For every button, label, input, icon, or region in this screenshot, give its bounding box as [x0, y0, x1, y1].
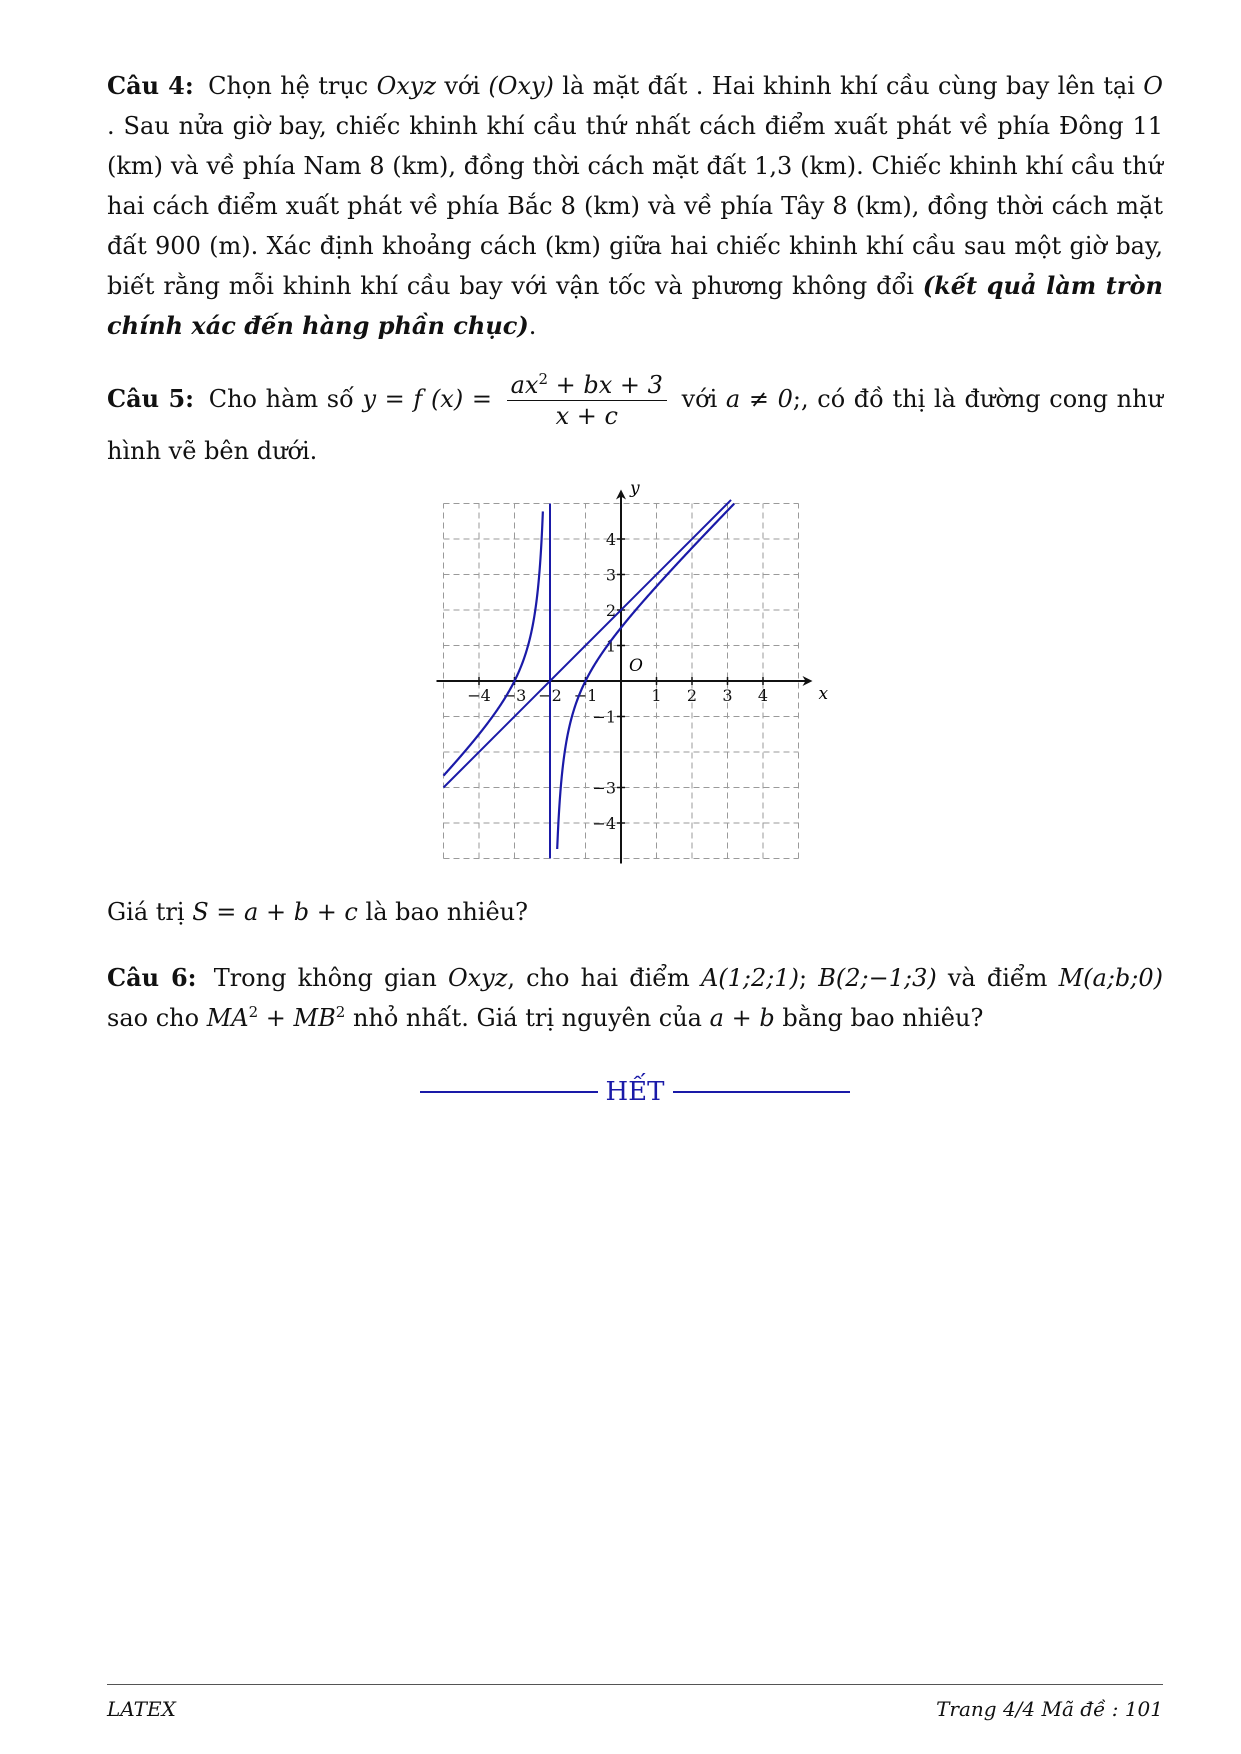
q5-question-expr: S = a + b + c: [192, 898, 358, 926]
q6-text-2: , cho hai điểm: [507, 964, 690, 992]
x-tick-label: −1: [573, 686, 598, 705]
q4-text-2: với: [444, 72, 481, 100]
function-graph: [440, 478, 829, 874]
q6-oxyz: Oxyz: [447, 964, 508, 992]
q6-text-6: nhỏ nhất. Giá trị nguyên của: [352, 1004, 702, 1032]
y-tick-label: −4: [592, 814, 616, 833]
q6-point-a: A(1;2;1): [700, 964, 799, 992]
q4-end: .: [528, 312, 537, 340]
x-tick-label: −4: [467, 686, 491, 705]
end-marker: [420, 1072, 850, 1112]
y-tick-label: −1: [592, 707, 616, 727]
curve-left-branch: [444, 511, 543, 775]
oblique-asymptote: [444, 500, 732, 788]
x-tick-label: 2: [686, 686, 698, 705]
q6-text-4: và điểm: [947, 964, 1048, 992]
y-tick-label: −3: [592, 778, 616, 798]
end-marker-text: HẾT: [605, 1077, 665, 1107]
q6-text-3: ;: [799, 964, 808, 992]
x-tick-label: 4: [757, 686, 769, 705]
question-4: [107, 66, 1163, 346]
q6-expression: $MA^2 + MB^2$: [206, 1003, 346, 1032]
y-tick-label: 2: [605, 601, 616, 620]
q6-point-b: B(2;−1;3): [818, 964, 937, 992]
question-5-label: Câu 5:: [107, 384, 195, 413]
q6-sum: a + b: [709, 1004, 775, 1032]
end-rule-right: [673, 1091, 851, 1093]
y-tick-label: 4: [605, 530, 616, 549]
q6-text-1: Trong không gian: [213, 964, 437, 992]
q4-oxy: (Oxy): [488, 72, 554, 100]
q5-numerator: $ax^2$ + bx + 3: [507, 370, 667, 401]
q5-fraction: [507, 370, 667, 431]
q5-text-1: Cho hàm số: [208, 385, 354, 413]
origin-label: O: [629, 656, 643, 676]
y-axis-label: y: [630, 478, 640, 499]
q6-text-5: sao cho: [107, 1004, 200, 1032]
q4-text-3: là mặt đất . Hai khinh khí cầu cùng bay lên tại: [562, 72, 1135, 100]
footer-page-info: Trang 4/4 Mã đề : 101: [936, 1697, 1163, 1721]
q5-condition: a ≠ 0: [725, 385, 793, 413]
x-axis-label: x: [818, 684, 829, 704]
x-tick-label: −3: [502, 686, 527, 705]
q4-text-4: . Sau nửa giờ bay, chiếc khinh khí cầu thứ nhất cách điểm xuất phát về phía Đông 11 (km) và về phía Nam 8 (km), đồng thời cách mặt đất 1,3 (km). Chiếc khinh khí cầu thứ hai cách điểm xuất phát về phía Bắc 8 (km) và về phía Tây 8 (km), đồng thời cách mặt đất 900 (m). Xác định khoảng cách (km) giữa hai chiếc khinh khí cầu sau một giờ bay, biết rằng mỗi khinh khí cầu bay với vận tốc và phương không đổi: [107, 112, 1163, 300]
q5-text-3: ;, có đồ thị là đường cong như hình vẽ bên dưới.: [107, 385, 1164, 465]
x-tick-label: 3: [722, 686, 733, 705]
end-rule-left: [420, 1091, 598, 1093]
footer-divider: [107, 1684, 1163, 1685]
x-tick-label: 1: [651, 686, 662, 705]
footer-latex: LATEX: [107, 1697, 176, 1721]
q4-emphasis: (kết quả làm tròn chính xác đến hàng phần chục): [107, 271, 1163, 340]
q5-question-2: là bao nhiêu?: [365, 898, 528, 926]
y-tick-label: 1: [605, 636, 616, 656]
curve-right-branch: [557, 504, 734, 849]
q6-point-m: M(a;b;0): [1058, 964, 1164, 992]
q5-question-1: Giá trị: [107, 898, 185, 926]
q4-point-o: O: [1143, 72, 1163, 100]
question-6: [107, 958, 1163, 1038]
y-tick-label: 3: [605, 565, 616, 585]
question-4-label: Câu 4:: [107, 71, 194, 100]
q5-text-2: với: [681, 385, 718, 413]
q5-denominator: x + c: [555, 402, 618, 430]
q4-oxyz: Oxyz: [376, 72, 437, 100]
x-tick-label: −2: [538, 686, 562, 705]
question-6-label: Câu 6:: [107, 963, 197, 992]
q4-text-1: Chọn hệ trục: [208, 72, 369, 100]
question-5: [107, 370, 1163, 471]
question-5-ask: [107, 892, 1163, 932]
q6-text-7: bằng bao nhiêu?: [782, 1004, 984, 1032]
q5-function: y = f (x) =: [362, 385, 492, 413]
